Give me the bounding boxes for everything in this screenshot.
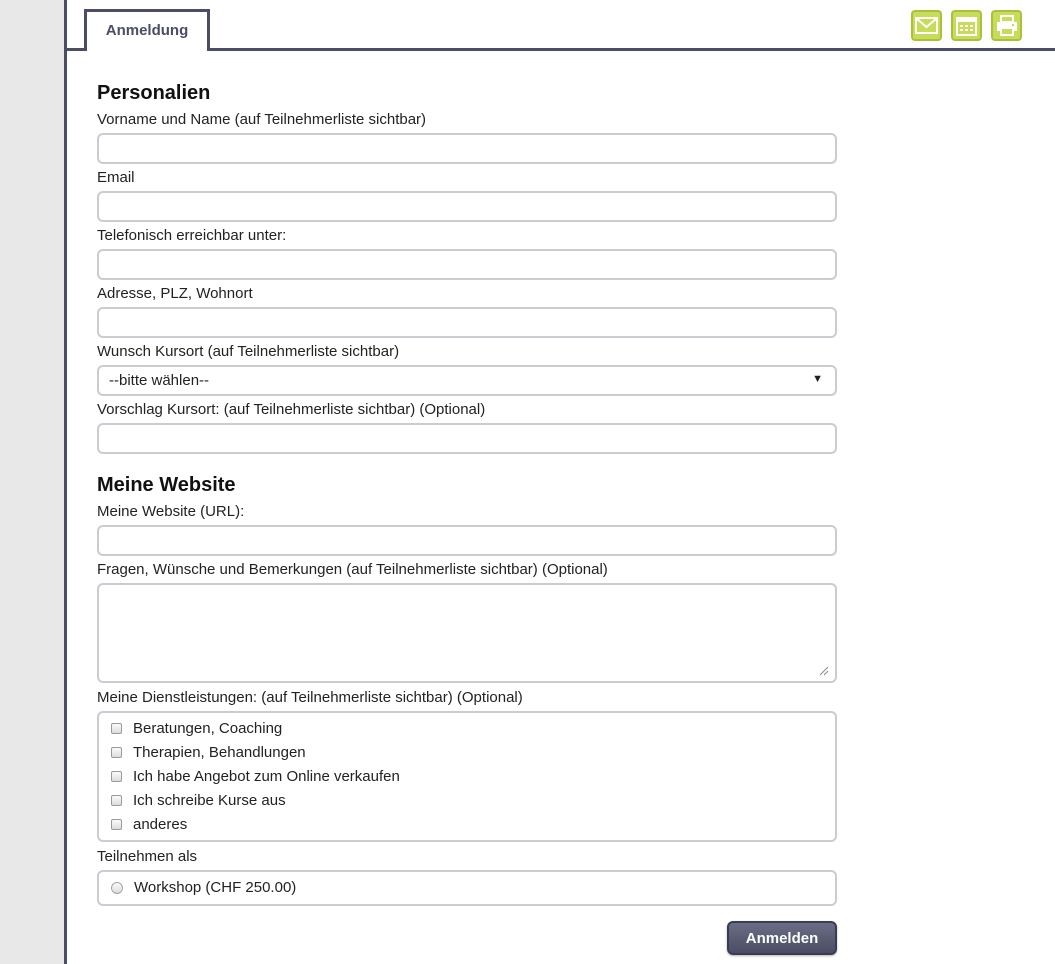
dienst-option[interactable] [111, 744, 306, 761]
email-input[interactable] [97, 191, 837, 222]
kursort-label: Wunsch Kursort (auf Teilnehmerliste sichtbar) [97, 343, 400, 360]
dienst-label: Meine Dienstleistungen: (auf Teilnehmerliste sichtbar) (Optional) [97, 689, 523, 706]
dienst-option[interactable] [111, 720, 282, 737]
radio-button[interactable] [111, 882, 123, 894]
kursort-selected-value: --bitte wählen-- [109, 372, 210, 389]
tab-anmeldung[interactable] [84, 9, 210, 48]
mail-icon[interactable] [911, 10, 942, 41]
checkbox[interactable] [111, 747, 122, 758]
name-label: Vorname und Name (auf Teilnehmerliste sichtbar) [97, 111, 427, 128]
checkbox[interactable] [111, 819, 122, 830]
phone-input[interactable] [97, 249, 837, 280]
website-url-label: Meine Website (URL): [97, 503, 245, 520]
address-input[interactable] [97, 307, 837, 338]
dienst-option[interactable] [111, 816, 187, 833]
print-icon[interactable] [991, 10, 1022, 41]
teilnehmen-label: Teilnehmen als [97, 848, 198, 865]
tab-bar-border [67, 48, 1055, 51]
teilnehmen-option-label: Workshop (CHF 250.00) [134, 879, 297, 896]
dienst-option-label: anderes [133, 816, 188, 833]
dienst-option[interactable] [111, 792, 286, 809]
dienst-option-label: Ich schreibe Kurse aus [133, 792, 286, 809]
checkbox[interactable] [111, 723, 122, 734]
vorschlag-label: Vorschlag Kursort: (auf Teilnehmerliste sichtbar) (Optional) [97, 401, 486, 418]
left-gutter [0, 0, 64, 964]
kursort-select[interactable] [97, 365, 837, 396]
phone-label: Telefonisch erreichbar unter: [97, 227, 287, 244]
dropdown-arrow-icon: ▼ [812, 373, 823, 385]
checkbox[interactable] [111, 771, 122, 782]
frame-left-border [64, 0, 67, 964]
calendar-icon[interactable] [951, 10, 982, 41]
dienst-option[interactable] [111, 768, 400, 785]
section-title-personalien: Personalien [97, 82, 211, 104]
dienst-option-label: Beratungen, Coaching [133, 720, 283, 737]
fragen-label: Fragen, Wünsche und Bemerkungen (auf Teilnehmerliste sichtbar) (Optional) [97, 561, 608, 578]
checkbox[interactable] [111, 795, 122, 806]
anmelden-button[interactable]: Anmelden [727, 921, 837, 955]
dienst-option-label: Ich habe Angebot zum Online verkaufen [133, 768, 400, 785]
section-title-website: Meine Website [97, 474, 236, 496]
fragen-textarea[interactable] [97, 583, 837, 683]
teilnehmen-option[interactable] [111, 879, 296, 896]
resize-grip-icon[interactable] [819, 666, 829, 676]
dienst-checkbox-group [97, 711, 837, 842]
website-url-input[interactable] [97, 525, 837, 556]
teilnehmen-radio-group [97, 870, 837, 906]
email-label: Email [97, 169, 135, 186]
tab-anmeldung-label: Anmeldung [105, 22, 189, 39]
address-label: Adresse, PLZ, Wohnort [97, 285, 253, 302]
dienst-option-label: Therapien, Behandlungen [133, 744, 306, 761]
vorschlag-input[interactable] [97, 423, 837, 454]
name-input[interactable] [97, 133, 837, 164]
